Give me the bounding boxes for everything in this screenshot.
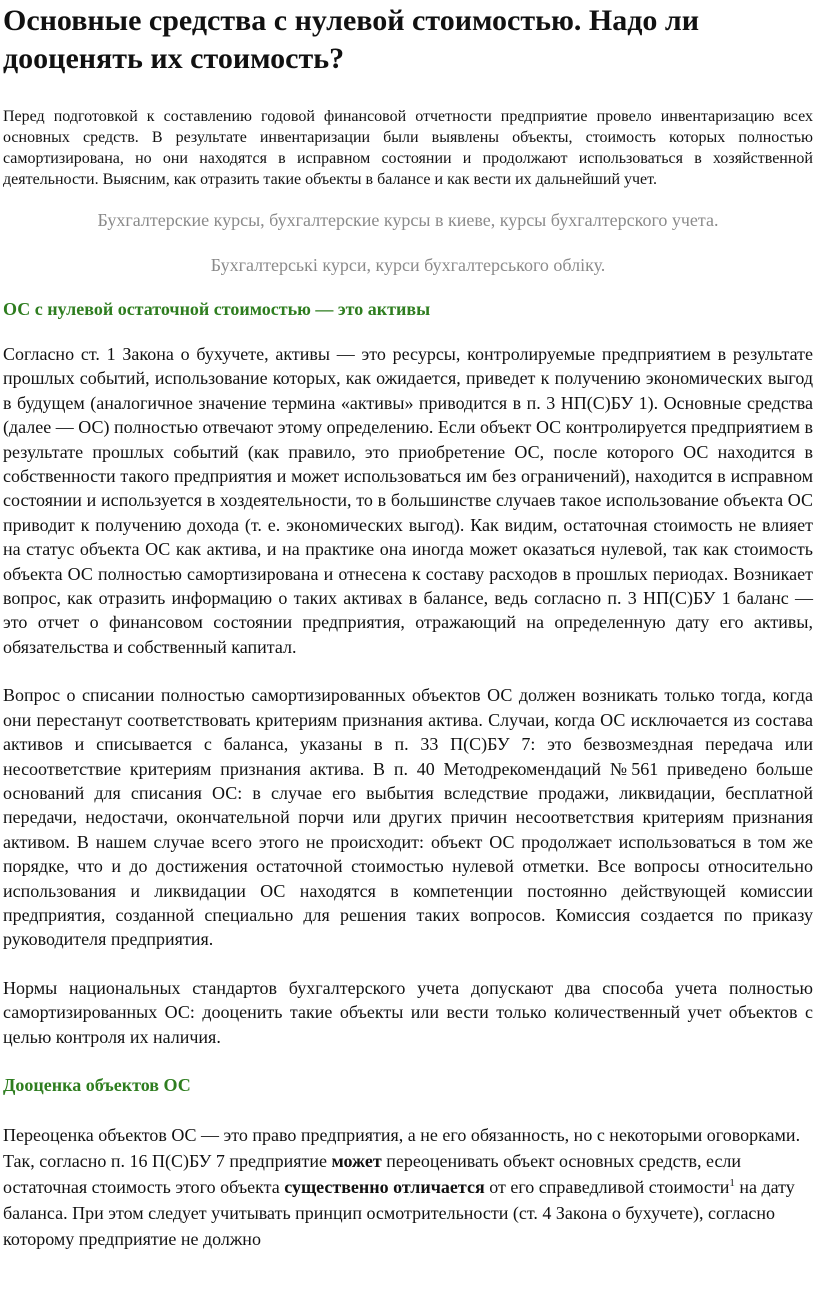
page-title: Основные средства с нулевой стоимостью. Надо ли дооценять их стоимость? [3,4,699,75]
paragraph-revaluation [3,1122,813,1252]
text-run: переоценивать объект основных средств, если остаточная стоимость этого объекта [3,1150,742,1197]
paragraph-assets-definition: Согласно ст. 1 Закона о бухучете, активы — это ресурсы, контролируемые предприятием в результате прошлых событий, использование которых, как ожидается, приведет к получению экономических выгод в будущем (аналогичное значение термина «активы» приводится в п. 3 НП(С)БУ 1). Основные средства (далее — ОС) полностью отвечают этому определению. Если объект ОС контролируется предприятием в результате прошлых событий (как правило, это приобретение ОС, после которого ОС находится в собственности такого предприятия и может использоваться им без ограничений), находится в исправном состоянии и используется в хоздеятельности, то в большинстве случаев такое использование объекта ОС приводит к получению дохода (т. е. экономических выгод). Как видим, остаточная стоимость не влияет на статус объекта ОС как актива, и на практике она иногда может оказаться нулевой, так как стоимость объекта ОС полностью самортизирована и отнесена к составу расходов в прошлых периодах. Возникает вопрос, как отразить информацию о таких активах в балансе, ведь согласно п. 3 НП(С)БУ 1 баланс — это отчет о финансовом состоянии предприятия, отражающий на определенную дату его активы, обязательства и собственный капитал. [3,344,813,657]
emphasis-may: может [331,1150,382,1171]
section-heading-revaluation: Дооценка объектов ОС [3,1074,191,1095]
emphasis-significantly-differs: существенно отличается [284,1176,485,1197]
text-run: Переоценка объектов ОС — это право предприятия, а не его обязанность, но с некоторыми оговорками. Так, согласно п. 16 П(С)БУ 7 предприятие [3,1124,801,1171]
text-run: от его справедливой стоимости [484,1176,730,1197]
courses-link-ru[interactable]: Бухгалтерские курсы, бухгалтерские курсы в киеве, курсы бухгалтерского учета. [97,210,719,230]
courses-link-ua[interactable]: Бухгалтерські курси, курси бухгалтерського обліку. [210,255,606,275]
text-run: на дату баланса. При этом следует учитывать принцип осмотрительности (ст. 4 Закона о бухучете), согласно которому предприятие не должно [3,1176,795,1249]
paragraph-accounting-methods: Нормы национальных стандартов бухгалтерского учета допускают два способа учета полностью самортизированных ОС: дооценить такие объекты или вести только количественный учет объектов с целью контроля их наличия. [3,977,813,1047]
intro-paragraph: Перед подготовкой к составлению годовой финансовой отчетности предприятие провело инвентаризацию всех основных средств. В результате инвентаризации были выявлены объекты, стоимость которых полностью самортизирована, но они находятся в исправном состоянии и продолжают использоваться в хозяйственной деятельности. Выясним, как отразить такие объекты в балансе и как вести их дальнейший учет. [3,108,813,188]
paragraph-write-off: Вопрос о списании полностью самортизированных объектов ОС должен возникать только тогда, когда они перестанут соответствовать критериям признания актива. Случаи, когда ОС исключается из состава активов и списывается с баланса, указаны в п. 33 П(С)БУ 7: это безвозмездная передача или несоответствие критериям признания актива. В п. 40 Методрекомендаций №561 приведено больше оснований для списания ОС: в случае его выбытия вследствие продажи, ликвидации, бесплатной передачи, недостачи, окончательной порчи или других причин несоответствия критериям признания активом. В нашем случае всего этого не происходит: объект ОС продолжает использоваться в том же порядке, что и до достижения остаточной стоимостью нулевой отметки. Все вопросы относительно использования и ликвидации ОС находятся в компетенции постоянно действующей комиссии предприятия, созданной специально для решения таких вопросов. Комиссия создается по приказу руководителя предприятия. [3,685,813,950]
section-heading-assets: ОС с нулевой остаточной стоимостью — это активы [3,299,431,319]
footnote-ref[interactable]: 1 [729,1176,735,1189]
